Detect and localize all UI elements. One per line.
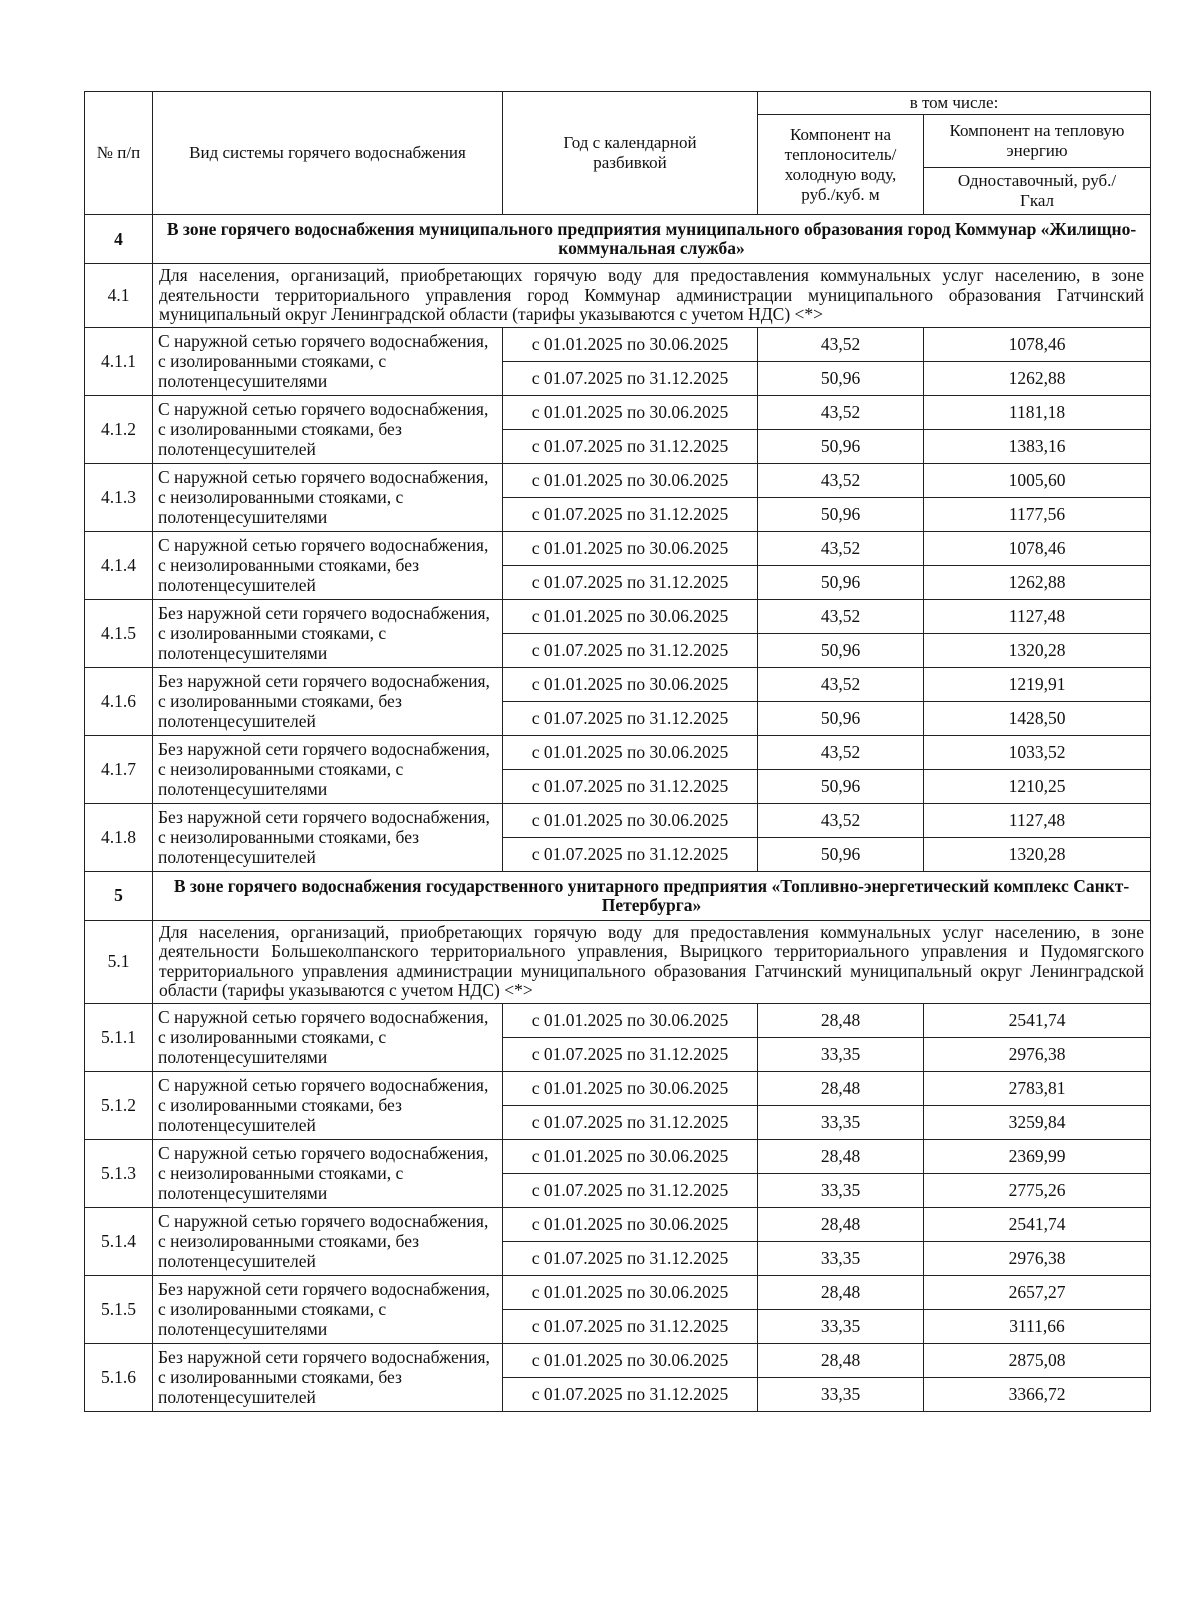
coolant-value-second-half: 33,35 — [758, 1173, 924, 1207]
coolant-value-second-half: 50,96 — [758, 769, 924, 803]
system-type: С наружной сетью горячего водоснабжения, с неизолированными стояками, без полотенцесушителей — [153, 531, 503, 599]
row-number: 4.1.4 — [85, 531, 153, 599]
subsection-row — [85, 920, 1151, 1003]
energy-value-first-half: 1005,60 — [924, 463, 1151, 497]
tariff-table — [84, 91, 1151, 1412]
coolant-value-first-half: 28,48 — [758, 1071, 924, 1105]
energy-value-second-half: 2775,26 — [924, 1173, 1151, 1207]
energy-value-first-half: 1078,46 — [924, 531, 1151, 565]
system-type: С наружной сетью горячего водоснабжения, с изолированными стояками, с полотенцесушителями — [153, 1003, 503, 1071]
period-first-half: с 01.01.2025 по 30.06.2025 — [503, 1343, 758, 1377]
section-title: В зоне горячего водоснабжения муниципального предприятия муниципального образования город Коммунар «Жилищно-коммунальная служба» — [153, 215, 1151, 264]
energy-value-first-half: 2657,27 — [924, 1275, 1151, 1309]
period-first-half: с 01.01.2025 по 30.06.2025 — [503, 327, 758, 361]
period-second-half: с 01.07.2025 по 31.12.2025 — [503, 1309, 758, 1343]
table-row — [85, 1343, 1151, 1377]
energy-value-second-half: 1262,88 — [924, 565, 1151, 599]
section-title: В зоне горячего водоснабжения государственного унитарного предприятия «Топливно-энергетический комплекс Санкт-Петербурга» — [153, 871, 1151, 920]
coolant-value-second-half: 33,35 — [758, 1241, 924, 1275]
table-row — [85, 531, 1151, 565]
row-number: 4.1.8 — [85, 803, 153, 871]
coolant-value-second-half: 33,35 — [758, 1309, 924, 1343]
period-second-half: с 01.07.2025 по 31.12.2025 — [503, 1241, 758, 1275]
energy-value-first-half: 1078,46 — [924, 327, 1151, 361]
system-type: Без наружной сети горячего водоснабжения, с неизолированными стояками, с полотенцесушителями — [153, 735, 503, 803]
coolant-value-first-half: 43,52 — [758, 395, 924, 429]
row-number: 4.1.5 — [85, 599, 153, 667]
coolant-value-first-half: 43,52 — [758, 599, 924, 633]
table-row — [85, 1275, 1151, 1309]
row-number: 5.1.1 — [85, 1003, 153, 1071]
row-number: 5.1.2 — [85, 1071, 153, 1139]
table-row — [85, 395, 1151, 429]
header-type: Вид системы горячего водоснабжения — [153, 92, 503, 215]
coolant-value-first-half: 28,48 — [758, 1343, 924, 1377]
period-first-half: с 01.01.2025 по 30.06.2025 — [503, 1275, 758, 1309]
period-second-half: с 01.07.2025 по 31.12.2025 — [503, 701, 758, 735]
header-single-rate: Одноставочный, руб./Гкал — [924, 168, 1151, 215]
table-row — [85, 1139, 1151, 1173]
energy-value-second-half: 1383,16 — [924, 429, 1151, 463]
row-number: 5.1.6 — [85, 1343, 153, 1411]
energy-value-second-half: 1428,50 — [924, 701, 1151, 735]
table-row — [85, 1003, 1151, 1037]
row-number: 5.1.5 — [85, 1275, 153, 1343]
coolant-value-first-half: 43,52 — [758, 463, 924, 497]
energy-value-second-half: 2976,38 — [924, 1037, 1151, 1071]
period-second-half: с 01.07.2025 по 31.12.2025 — [503, 633, 758, 667]
row-number: 4.1.1 — [85, 327, 153, 395]
period-second-half: с 01.07.2025 по 31.12.2025 — [503, 1377, 758, 1411]
period-second-half: с 01.07.2025 по 31.12.2025 — [503, 565, 758, 599]
table-row — [85, 463, 1151, 497]
table-row — [85, 1071, 1151, 1105]
period-second-half: с 01.07.2025 по 31.12.2025 — [503, 769, 758, 803]
period-second-half: с 01.07.2025 по 31.12.2025 — [503, 361, 758, 395]
period-first-half: с 01.01.2025 по 30.06.2025 — [503, 735, 758, 769]
period-second-half: с 01.07.2025 по 31.12.2025 — [503, 497, 758, 531]
coolant-value-second-half: 33,35 — [758, 1377, 924, 1411]
system-type: Без наружной сети горячего водоснабжения, с изолированными стояками, с полотенцесушителями — [153, 1275, 503, 1343]
table-row — [85, 599, 1151, 633]
row-number: 5.1.4 — [85, 1207, 153, 1275]
period-first-half: с 01.01.2025 по 30.06.2025 — [503, 463, 758, 497]
subsection-text: Для населения, организаций, приобретающих горячую воду для предоставления коммунальных услуг населению, в зоне деятельности Большеколпанского территориального управления, Вырицкого территориального управления и Пудомягского территориального управления администрации муниципального образования Гатчинский муниципальный округ Ленинградской области (тарифы указываются с учетом НДС) <*> — [153, 920, 1151, 1003]
system-type: С наружной сетью горячего водоснабжения, с изолированными стояками, с полотенцесушителями — [153, 327, 503, 395]
table-row — [85, 1207, 1151, 1241]
row-number: 4.1.7 — [85, 735, 153, 803]
row-number: 4.1.3 — [85, 463, 153, 531]
coolant-value-first-half: 28,48 — [758, 1003, 924, 1037]
period-first-half: с 01.01.2025 по 30.06.2025 — [503, 395, 758, 429]
coolant-value-first-half: 43,52 — [758, 327, 924, 361]
coolant-value-first-half: 43,52 — [758, 735, 924, 769]
system-type: Без наружной сети горячего водоснабжения, с изолированными стояками, без полотенцесушителей — [153, 667, 503, 735]
energy-value-first-half: 2541,74 — [924, 1207, 1151, 1241]
subsection-text: Для населения, организаций, приобретающих горячую воду для предоставления коммунальных услуг населению, в зоне деятельности территориального управления город Коммунар администрации муниципального образования Гатчинский муниципальный округ Ленинградской области (тарифы указываются с учетом НДС) <*> — [153, 264, 1151, 328]
period-first-half: с 01.01.2025 по 30.06.2025 — [503, 1139, 758, 1173]
section-number: 5 — [85, 871, 153, 920]
coolant-value-second-half: 50,96 — [758, 565, 924, 599]
coolant-value-first-half: 43,52 — [758, 667, 924, 701]
energy-value-first-half: 1127,48 — [924, 599, 1151, 633]
table-row — [85, 667, 1151, 701]
period-second-half: с 01.07.2025 по 31.12.2025 — [503, 1173, 758, 1207]
system-type: Без наружной сети горячего водоснабжения, с неизолированными стояками, без полотенцесушителей — [153, 803, 503, 871]
coolant-value-first-half: 43,52 — [758, 531, 924, 565]
coolant-value-second-half: 50,96 — [758, 633, 924, 667]
subsection-row — [85, 264, 1151, 328]
coolant-value-first-half: 43,52 — [758, 803, 924, 837]
tariff-document — [84, 91, 1150, 1412]
coolant-value-first-half: 28,48 — [758, 1207, 924, 1241]
period-first-half: с 01.01.2025 по 30.06.2025 — [503, 599, 758, 633]
system-type: С наружной сетью горячего водоснабжения, с неизолированными стояками, с полотенцесушителями — [153, 463, 503, 531]
section-number: 4 — [85, 215, 153, 264]
system-type: С наружной сетью горячего водоснабжения, с изолированными стояками, без полотенцесушителей — [153, 395, 503, 463]
energy-value-first-half: 2369,99 — [924, 1139, 1151, 1173]
energy-value-second-half: 3366,72 — [924, 1377, 1151, 1411]
coolant-value-second-half: 50,96 — [758, 837, 924, 871]
coolant-value-second-half: 50,96 — [758, 429, 924, 463]
system-type: Без наружной сети горячего водоснабжения, с изолированными стояками, с полотенцесушителями — [153, 599, 503, 667]
energy-value-first-half: 2541,74 — [924, 1003, 1151, 1037]
system-type: С наружной сетью горячего водоснабжения, с неизолированными стояками, с полотенцесушителями — [153, 1139, 503, 1207]
coolant-value-second-half: 50,96 — [758, 701, 924, 735]
row-number: 4.1.6 — [85, 667, 153, 735]
coolant-value-second-half: 33,35 — [758, 1037, 924, 1071]
header-year: Год с календарной разбивкой — [503, 92, 758, 215]
header-row — [85, 92, 1151, 115]
energy-value-second-half: 1210,25 — [924, 769, 1151, 803]
period-first-half: с 01.01.2025 по 30.06.2025 — [503, 1071, 758, 1105]
period-second-half: с 01.07.2025 по 31.12.2025 — [503, 837, 758, 871]
energy-value-first-half: 1033,52 — [924, 735, 1151, 769]
period-first-half: с 01.01.2025 по 30.06.2025 — [503, 1003, 758, 1037]
system-type: Без наружной сети горячего водоснабжения, с изолированными стояками, без полотенцесушителей — [153, 1343, 503, 1411]
energy-value-second-half: 1177,56 — [924, 497, 1151, 531]
coolant-value-second-half: 50,96 — [758, 361, 924, 395]
energy-value-first-half: 1181,18 — [924, 395, 1151, 429]
energy-value-first-half: 1127,48 — [924, 803, 1151, 837]
system-type: С наружной сетью горячего водоснабжения, с неизолированными стояками, без полотенцесушителей — [153, 1207, 503, 1275]
header-including: в том числе: — [758, 92, 1151, 115]
period-first-half: с 01.01.2025 по 30.06.2025 — [503, 803, 758, 837]
table-row — [85, 327, 1151, 361]
coolant-value-first-half: 28,48 — [758, 1275, 924, 1309]
period-first-half: с 01.01.2025 по 30.06.2025 — [503, 531, 758, 565]
energy-value-second-half: 1320,28 — [924, 837, 1151, 871]
energy-value-second-half: 2976,38 — [924, 1241, 1151, 1275]
energy-value-first-half: 1219,91 — [924, 667, 1151, 701]
row-number: 5.1.3 — [85, 1139, 153, 1207]
period-second-half: с 01.07.2025 по 31.12.2025 — [503, 429, 758, 463]
coolant-value-first-half: 28,48 — [758, 1139, 924, 1173]
coolant-value-second-half: 33,35 — [758, 1105, 924, 1139]
energy-value-second-half: 3111,66 — [924, 1309, 1151, 1343]
system-type: С наружной сетью горячего водоснабжения, с изолированными стояками, без полотенцесушителей — [153, 1071, 503, 1139]
row-number: 4.1.2 — [85, 395, 153, 463]
energy-value-first-half: 2783,81 — [924, 1071, 1151, 1105]
period-first-half: с 01.01.2025 по 30.06.2025 — [503, 1207, 758, 1241]
header-energy: Компонент на тепловую энергию — [924, 115, 1151, 168]
energy-value-second-half: 1320,28 — [924, 633, 1151, 667]
subsection-number: 5.1 — [85, 920, 153, 1003]
section-row — [85, 215, 1151, 264]
header-num: № п/п — [85, 92, 153, 215]
table-row — [85, 735, 1151, 769]
energy-value-first-half: 2875,08 — [924, 1343, 1151, 1377]
subsection-number: 4.1 — [85, 264, 153, 328]
energy-value-second-half: 3259,84 — [924, 1105, 1151, 1139]
period-second-half: с 01.07.2025 по 31.12.2025 — [503, 1105, 758, 1139]
period-second-half: с 01.07.2025 по 31.12.2025 — [503, 1037, 758, 1071]
coolant-value-second-half: 50,96 — [758, 497, 924, 531]
section-row — [85, 871, 1151, 920]
energy-value-second-half: 1262,88 — [924, 361, 1151, 395]
period-first-half: с 01.01.2025 по 30.06.2025 — [503, 667, 758, 701]
header-coolant: Компонент на теплоноситель/ холодную воду, руб./куб. м — [758, 115, 924, 215]
table-row — [85, 803, 1151, 837]
